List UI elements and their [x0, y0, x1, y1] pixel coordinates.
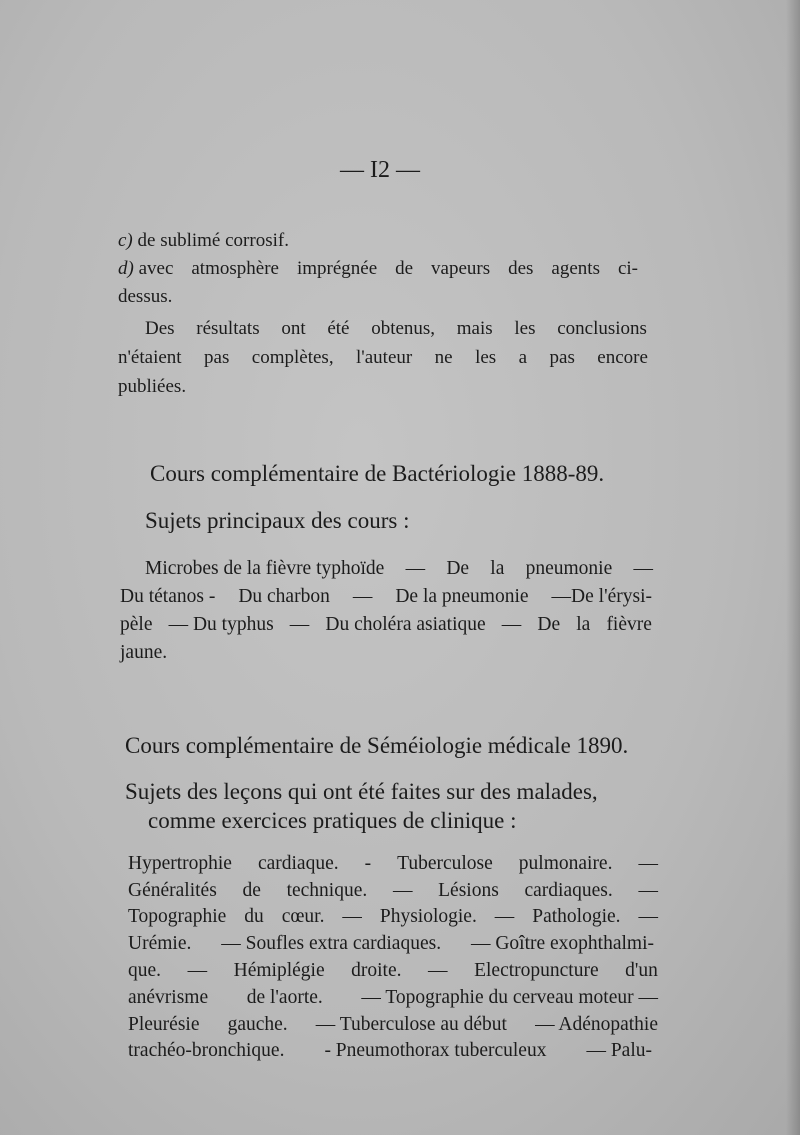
- phrase: —: [633, 558, 653, 579]
- word: a: [518, 347, 528, 368]
- word: imprégnée: [296, 258, 378, 279]
- item-d-line-2: dessus.: [118, 286, 173, 307]
- word: été: [327, 318, 350, 339]
- bacteriology-subheading: Sujets principaux des cours :: [145, 508, 410, 533]
- bacteriology-line-2: [120, 586, 652, 608]
- word: agents: [551, 258, 600, 279]
- word: ci-: [617, 258, 638, 279]
- word: ont: [281, 318, 306, 339]
- semeiology-line-3: [128, 906, 658, 928]
- phrase: - Pneumothorax tuberculeux: [324, 1040, 547, 1061]
- item-c-text: de sublimé corrosif.: [132, 230, 289, 251]
- word: n'étaient: [118, 347, 182, 368]
- semeiology-line-2: [128, 880, 658, 902]
- phrase: —: [638, 853, 658, 874]
- phrase: de: [242, 880, 261, 901]
- bacteriology-heading: Cours complémentaire de Bactériologie 1888-89.: [150, 461, 605, 486]
- word: avec: [133, 258, 174, 279]
- word: mais: [456, 318, 493, 339]
- results-line-2: [118, 347, 648, 369]
- phrase: trachéo-bronchique.: [128, 1040, 285, 1061]
- phrase: fièvre: [606, 614, 652, 635]
- phrase: Du tétanos -: [120, 586, 216, 607]
- bacteriology-line-1: [145, 558, 653, 580]
- word: ne: [434, 347, 453, 368]
- phrase: pneumonie: [525, 558, 613, 579]
- phrase: Lésions: [438, 880, 499, 901]
- phrase: Urémie.: [128, 933, 192, 954]
- semeiology-line-1: [128, 853, 658, 875]
- word: pas: [549, 347, 575, 368]
- phrase: cardiaques.: [524, 880, 613, 901]
- phrase: De: [537, 614, 561, 635]
- phrase: — Du typhus: [168, 614, 274, 635]
- semeiology-subheading-line-2: comme exercices pratiques de clinique :: [148, 808, 517, 833]
- phrase: Du choléra asiatique: [325, 614, 486, 635]
- phrase: Du charbon: [238, 586, 330, 607]
- semeiology-line-7: [128, 1014, 658, 1036]
- word: Des: [145, 318, 175, 339]
- word: les: [475, 347, 497, 368]
- phrase: cœur.: [281, 906, 325, 927]
- phrase: —: [638, 906, 658, 927]
- phrase: —: [428, 960, 448, 981]
- bacteriology-line-4: jaune.: [120, 642, 168, 663]
- phrase: De la pneumonie: [395, 586, 529, 607]
- phrase: —: [352, 586, 373, 607]
- word: complètes,: [251, 347, 334, 368]
- word: atmosphère: [191, 258, 279, 279]
- phrase: -: [364, 853, 372, 874]
- word: pas: [204, 347, 230, 368]
- phrase: —: [392, 880, 413, 901]
- phrase: gauche.: [227, 1014, 288, 1035]
- phrase: — Soufles extra cardiaques.: [221, 933, 442, 954]
- phrase: Généralités: [128, 880, 217, 901]
- phrase: Topographie: [128, 906, 227, 927]
- phrase: — Tuberculose au début: [315, 1014, 507, 1035]
- phrase: — Adénopathie: [535, 1014, 658, 1035]
- word: des: [508, 258, 534, 279]
- phrase: —De l'érysi-: [551, 586, 652, 607]
- page-number: — I2 —: [340, 157, 420, 183]
- phrase: Electropuncture: [474, 960, 599, 981]
- phrase: que.: [128, 960, 162, 981]
- phrase: de l'aorte.: [246, 987, 323, 1008]
- phrase: cardiaque.: [257, 853, 339, 874]
- phrase: du: [244, 906, 264, 927]
- phrase: —: [501, 614, 522, 635]
- semeiology-line-6: [128, 987, 658, 1009]
- word: vapeurs: [431, 258, 491, 279]
- word: résultats: [196, 318, 260, 339]
- phrase: Pathologie.: [532, 906, 621, 927]
- phrase: Physiologie.: [379, 906, 477, 927]
- phrase: pulmonaire.: [518, 853, 613, 874]
- phrase: — Goître exophthalmi-: [470, 933, 654, 954]
- phrase: anévrisme: [128, 987, 209, 1008]
- phrase: De: [446, 558, 470, 579]
- item-d-marker: d): [118, 258, 134, 279]
- item-c: [118, 230, 289, 252]
- phrase: —: [638, 880, 658, 901]
- word: encore: [597, 347, 648, 368]
- semeiology-subheading-line-1: Sujets des leçons qui ont été faites sur des malades,: [125, 779, 598, 804]
- phrase: droite.: [351, 960, 402, 981]
- phrase: Hypertrophie: [128, 853, 232, 874]
- phrase: d'un: [625, 960, 658, 981]
- phrase: technique.: [286, 880, 368, 901]
- phrase: Microbes de la fièvre typhoïde: [145, 558, 385, 579]
- item-c-marker: c): [118, 230, 133, 251]
- phrase: Tuberculose: [397, 853, 493, 874]
- phrase: —: [289, 614, 310, 635]
- phrase: —: [494, 906, 515, 927]
- phrase: — Palu-: [586, 1040, 652, 1061]
- word: les: [514, 318, 536, 339]
- bacteriology-line-3: [120, 614, 652, 636]
- word: l'auteur: [356, 347, 413, 368]
- word: conclusions: [557, 318, 647, 339]
- results-line-3: publiées.: [118, 376, 187, 397]
- word: de: [395, 258, 414, 279]
- page-edge-shadow: [786, 0, 800, 1135]
- semeiology-heading: Cours complémentaire de Séméiologie médicale 1890.: [125, 733, 629, 758]
- phrase: la: [576, 614, 591, 635]
- semeiology-line-5: [128, 960, 658, 982]
- phrase: la: [490, 558, 505, 579]
- semeiology-line-8: [128, 1040, 652, 1062]
- word: obtenus,: [371, 318, 436, 339]
- phrase: Hémiplégie: [233, 960, 325, 981]
- phrase: Pleurésie: [128, 1014, 200, 1035]
- phrase: —: [405, 558, 426, 579]
- phrase: —: [187, 960, 208, 981]
- item-d-line-1: [118, 258, 638, 280]
- phrase: pèle: [120, 614, 153, 635]
- results-line-1: [145, 318, 647, 340]
- semeiology-line-4: [128, 933, 654, 955]
- phrase: — Topographie du cerveau moteur —: [361, 987, 658, 1008]
- phrase: —: [342, 906, 362, 927]
